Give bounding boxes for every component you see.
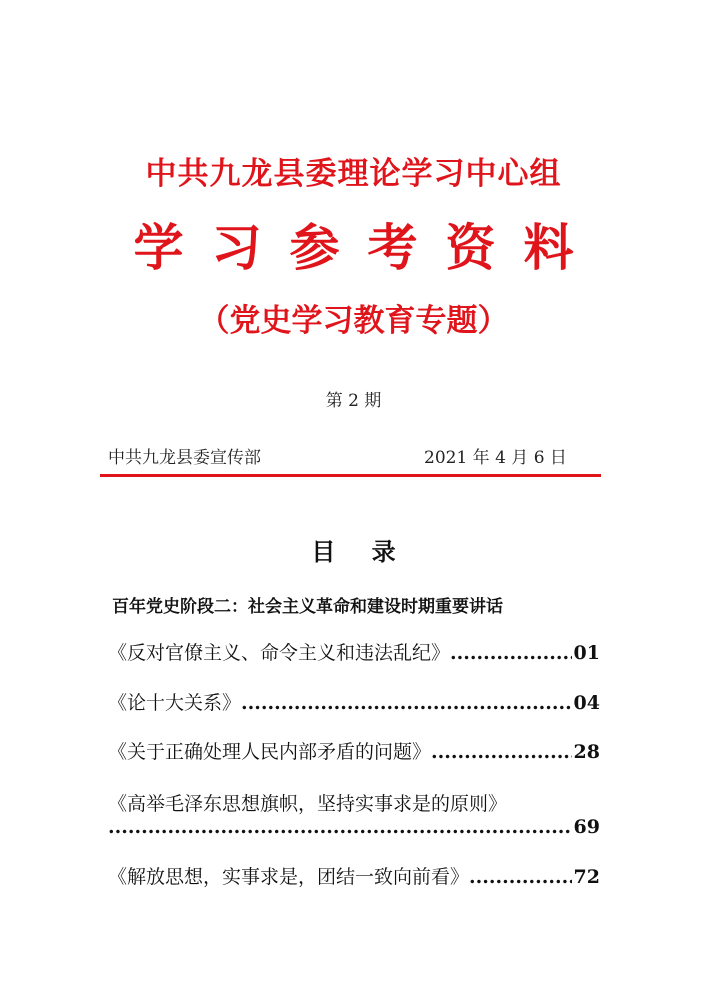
toc-entry-title: 《论十大关系》 — [108, 692, 242, 714]
toc-leader — [469, 866, 572, 888]
toc-entry-page: 04 — [573, 692, 600, 714]
document-title: 学习参考资料 — [133, 218, 602, 277]
toc-entry-continuation[interactable] — [108, 816, 600, 838]
toc-leader — [108, 816, 572, 838]
toc-entry-title: 《高举毛泽东思想旗帜，坚持实事求是的原则》 — [108, 793, 508, 815]
toc-entry-title: 《解放思想，实事求是，团结一致向前看》 — [108, 866, 470, 888]
toc-title: 目 录 — [311, 537, 410, 566]
publisher: 中共九龙县委宣传部 — [108, 448, 261, 468]
issue-number: 第 2 期 — [325, 391, 382, 411]
document-subtitle: （党史学习教育专题） — [198, 303, 509, 339]
toc-entry[interactable] — [108, 688, 600, 715]
toc-leader — [241, 692, 572, 714]
toc-entry-title: 《关于正确处理人民内部矛盾的问题》 — [108, 741, 432, 763]
toc-entry-page: 28 — [573, 741, 600, 763]
toc-entry[interactable] — [108, 737, 600, 764]
toc-entry-title: 《反对官僚主义、命令主义和违法乱纪》 — [108, 642, 451, 664]
header-organization: 中共九龙县委理论学习中心组 — [145, 156, 562, 192]
publish-date: 2021 年 4 月 6 日 — [424, 448, 567, 468]
toc-entry[interactable] — [108, 789, 600, 816]
red-divider — [100, 474, 601, 477]
toc-leader — [431, 741, 572, 763]
toc-entry-page: 72 — [573, 866, 600, 888]
toc-entry[interactable] — [108, 638, 600, 665]
toc-leader — [450, 642, 572, 664]
toc-entry-page: 01 — [573, 642, 600, 664]
toc-section-heading: 百年党史阶段二：社会主义革命和建设时期重要讲话 — [112, 597, 503, 617]
toc-entry-page: 69 — [573, 816, 600, 838]
toc-entry[interactable] — [108, 862, 600, 889]
